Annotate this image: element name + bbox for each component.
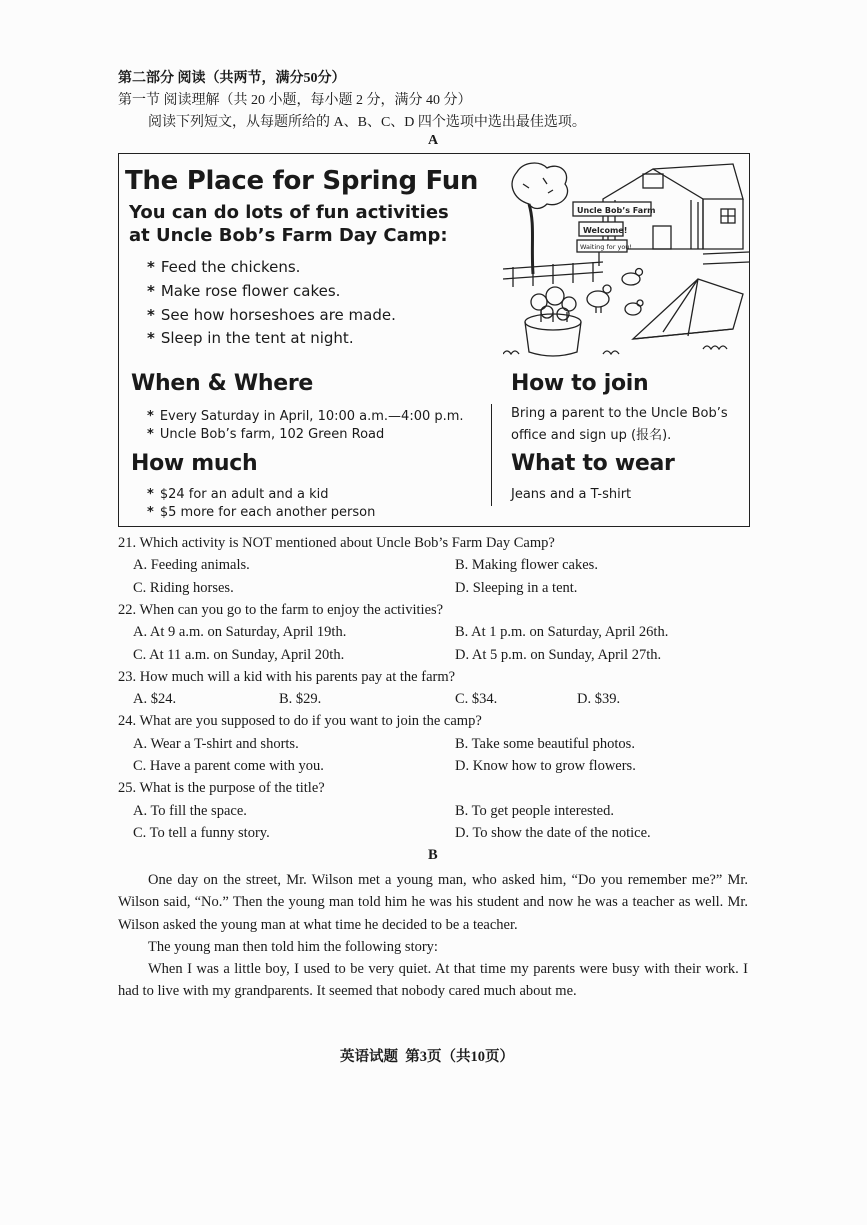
what-to-wear-heading: What to wear xyxy=(511,451,675,476)
how-much-heading: How much xyxy=(131,451,258,476)
option: C. Riding horses. xyxy=(133,580,234,596)
how-to-join-heading: How to join xyxy=(511,371,649,396)
activity-item: * Sleep in the tent at night. xyxy=(147,329,354,347)
option: C. Have a parent come with you. xyxy=(133,758,324,774)
option: A. At 9 a.m. on Saturday, April 19th. xyxy=(133,624,347,640)
how-much-item: * $24 for an adult and a kid xyxy=(147,487,329,502)
option: C. To tell a funny story. xyxy=(133,825,270,841)
how-to-join-line2: office and sign up (报名). xyxy=(511,428,672,443)
welcome-sign-text: Welcome! xyxy=(583,226,628,235)
part-heading: 第二部分 阅读（共两节，满分50分） xyxy=(118,71,346,86)
section-heading: 第一节 阅读理解（共 20 小题，每小题 2 分，满分 40 分） xyxy=(118,93,472,108)
option: D. To show the date of the notice. xyxy=(455,825,651,841)
farm-sign-text: Uncle Bob’s Farm xyxy=(577,206,656,215)
farm-illustration xyxy=(503,154,749,364)
page-footer: 英语试题 第3页（共10页） xyxy=(340,1049,514,1065)
instruction-text: 阅读下列短文，从每题所给的 A、B、C、D 四个选项中选出最佳选项。 xyxy=(148,115,586,130)
when-where-item: * Uncle Bob’s farm, 102 Green Road xyxy=(147,427,385,442)
question-stem: 22. When can you go to the farm to enjoy the activities? xyxy=(118,602,444,618)
option: B. To get people interested. xyxy=(455,803,614,819)
passage-b-paragraph: One day on the street, Mr. Wilson met a young man, who asked him, “Do you remember me?” Mr. Wilson said, “No.” Then the young man told him he was his student and now he was a teacher as well. Mr. Wilson asked the young man at what time he decided to be a teacher. xyxy=(118,872,748,933)
notice-subtitle-line1: You can do lots of fun activities xyxy=(129,202,449,223)
how-to-join-line1: Bring a parent to the Uncle Bob’s xyxy=(511,406,728,421)
question-stem: 24. What are you supposed to do if you want to join the camp? xyxy=(118,713,482,729)
option: A. $24. xyxy=(133,691,177,707)
when-where-heading: When & Where xyxy=(131,371,314,396)
question-stem: 25. What is the purpose of the title? xyxy=(118,780,325,796)
notice-box xyxy=(118,153,750,527)
option: D. $39. xyxy=(577,691,621,707)
option: B. Take some beautiful photos. xyxy=(455,736,635,752)
passage-b-paragraph: When I was a little boy, I used to be very quiet. At that time my parents were busy with their work. I had to live with my grandparents. It seemed that nobody cared much about me. xyxy=(118,961,748,1000)
notice-subtitle-line2: at Uncle Bob’s Farm Day Camp: xyxy=(129,225,448,246)
passage-b-paragraph: The young man then told him the following story: xyxy=(148,939,438,955)
option: A. To fill the space. xyxy=(133,803,247,819)
passage-a-label: A xyxy=(428,133,439,148)
option: D. Sleeping in a tent. xyxy=(455,580,578,596)
option: C. $34. xyxy=(455,691,498,707)
question-stem: 21. Which activity is NOT mentioned about Uncle Bob’s Farm Day Camp? xyxy=(118,535,555,551)
option: B. At 1 p.m. on Saturday, April 26th. xyxy=(455,624,669,640)
activity-item: * Make rose flower cakes. xyxy=(147,282,341,300)
waiting-sign-text: Waiting for you! xyxy=(580,243,633,251)
column-divider xyxy=(491,404,492,506)
question-stem: 23. How much will a kid with his parents pay at the farm? xyxy=(118,669,456,685)
option: D. At 5 p.m. on Sunday, April 27th. xyxy=(455,647,662,663)
how-much-item: * $5 more for each another person xyxy=(147,505,376,520)
option: D. Know how to grow flowers. xyxy=(455,758,636,774)
passage-b-label: B xyxy=(428,847,438,863)
notice-title: The Place for Spring Fun xyxy=(125,166,479,196)
what-to-wear-text: Jeans and a T-shirt xyxy=(511,487,632,502)
option: B. Making flower cakes. xyxy=(455,557,598,573)
activity-item: * Feed the chickens. xyxy=(147,258,301,276)
when-where-item: * Every Saturday in April, 10:00 a.m.—4:00 p.m. xyxy=(147,409,464,424)
option: A. Wear a T-shirt and shorts. xyxy=(133,736,299,752)
activity-item: * See how horseshoes are made. xyxy=(147,306,396,324)
option: B. $29. xyxy=(279,691,322,707)
option: A. Feeding animals. xyxy=(133,557,250,573)
option: C. At 11 a.m. on Sunday, April 20th. xyxy=(133,647,345,663)
